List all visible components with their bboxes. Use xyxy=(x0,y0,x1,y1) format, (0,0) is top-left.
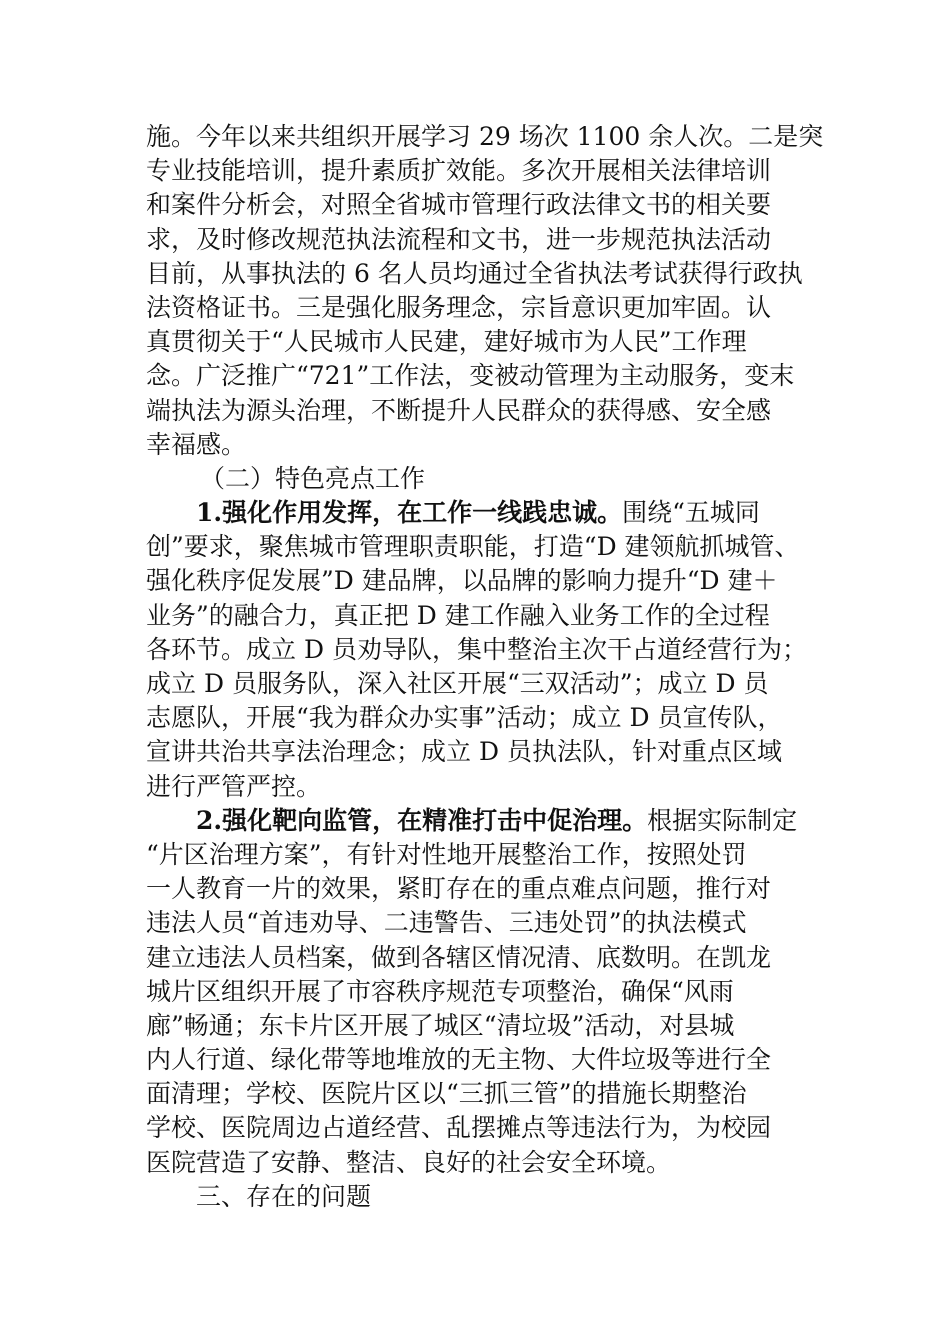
item1-first-line-rest: 围绕“五城同 xyxy=(622,498,760,528)
paragraph-line: 求，及时修改规范执法流程和文书，进一步规范执法活动 xyxy=(146,224,772,254)
item2-line: “片区治理方案”，有针对性地开展整治工作，按照处罚 xyxy=(146,839,747,869)
item2-line: 违法人员“首违劝导、二违警告、三违处罚”的执法模式 xyxy=(146,908,747,938)
closing-heading: 三、存在的问题 xyxy=(196,1181,372,1211)
paragraph-line: 专业技能培训，提升素质扩效能。多次开展相关法律培训 xyxy=(146,156,772,186)
item2-line: 一人教育一片的效果，紧盯存在的重点难点问题，推行对 xyxy=(146,874,772,904)
item1-line: 进行严管严控。 xyxy=(146,771,322,801)
paragraph-line: 真贯彻关于“人民城市人民建，建好城市为人民”工作理 xyxy=(146,327,747,357)
item1-line: 创”要求，聚焦城市管理职责职能，打造“D 建领航抓城管、 xyxy=(146,532,800,562)
paragraph-line: 端执法为源头治理，不断提升人民群众的获得感、安全感 xyxy=(146,395,772,425)
item2-line: 医院营造了安静、整洁、良好的社会安全环境。 xyxy=(146,1147,672,1177)
item1-bold-lead: 1.强化作用发挥，在工作一线践忠诚。 xyxy=(196,498,623,528)
item1-line: 强化秩序促发展”D 建品牌，以品牌的影响力提升“D 建＋ xyxy=(146,566,778,596)
item1-line: 宣讲共治共享法治理念；成立 D 员执法队，针对重点区域 xyxy=(146,737,782,767)
item2-bold-lead: 2.强化靶向监管，在精准打击中促治理。 xyxy=(196,805,648,835)
item1-line: 成立 D 员服务队，深入社区开展“三双活动”；成立 D 员 xyxy=(146,669,769,698)
item2-first-line xyxy=(146,804,806,838)
item2-line: 城片区组织开展了市容秩序规范专项整治，确保“风雨 xyxy=(146,976,734,1006)
paragraph-line: 法资格证书。三是强化服务理念，宗旨意识更加牢固。认 xyxy=(146,292,772,322)
item1-first-line xyxy=(146,496,806,530)
section-heading: （二）特色亮点工作 xyxy=(200,463,426,493)
paragraph-line: 施。今年以来共组织开展学习 29 场次 1100 余人次。二是突 xyxy=(146,122,824,151)
paragraph-line: 幸福感。 xyxy=(146,429,247,459)
paragraph-line: 目前，从事执法的 6 名人员均通过全省执法考试获得行政执 xyxy=(146,258,803,288)
item2-line: 廊”畅通；东卡片区开展了城区“清垃圾”活动，对县城 xyxy=(146,1010,735,1040)
item1-line: 志愿队，开展“我为群众办实事”活动；成立 D 员宣传队， xyxy=(146,703,783,733)
item2-line: 建立违法人员档案，做到各辖区情况清、底数明。在凯龙 xyxy=(146,942,772,972)
item2-line: 面清理；学校、医院片区以“三抓三管”的措施长期整治 xyxy=(146,1079,747,1109)
item1-line: 各环节。成立 D 员劝导队，集中整治主次干占道经营行为； xyxy=(146,634,807,664)
paragraph-line: 和案件分析会，对照全省城市管理行政法律文书的相关要 xyxy=(146,190,772,220)
item2-line: 学校、医院周边占道经营、乱摆摊点等违法行为，为校园 xyxy=(146,1113,772,1143)
item1-line: 业务”的融合力，真正把 D 建工作融入业务工作的全过程 xyxy=(146,600,770,630)
item2-line: 内人行道、绿化带等地堆放的无主物、大件垃圾等进行全 xyxy=(146,1045,772,1075)
item2-first-line-rest: 根据实际制定 xyxy=(647,805,798,835)
document-body xyxy=(146,120,824,1214)
paragraph-line: 念。广泛推广“721”工作法，变被动管理为主动服务，变末 xyxy=(146,361,795,391)
